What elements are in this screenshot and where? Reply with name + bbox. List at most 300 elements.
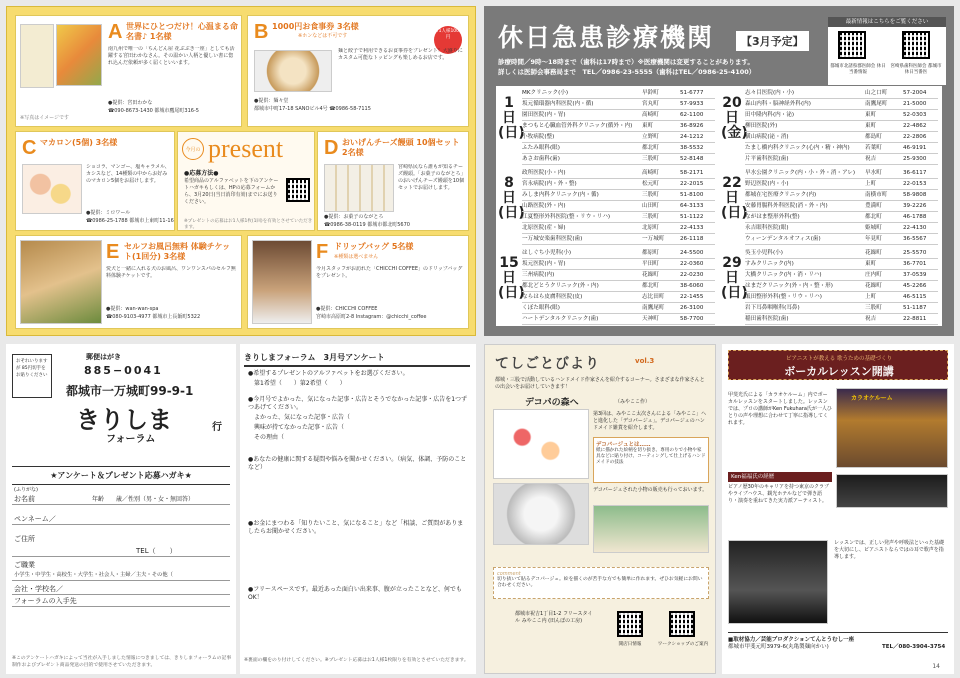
clinic-phone: 24-1212 xyxy=(680,134,704,140)
clinic-qr-2[interactable] xyxy=(902,31,930,59)
clinic-row xyxy=(522,190,715,201)
clinic-name: 小牧病院(整) xyxy=(522,134,555,140)
name-label: お名前 xyxy=(14,495,35,503)
clinic-name: 宮永病院(内・外・整) xyxy=(522,181,577,187)
clinic-row xyxy=(745,234,938,245)
how-to-apply-box xyxy=(177,131,315,231)
clinic-row xyxy=(522,88,715,99)
clinic-area: 早鈴町 xyxy=(642,90,659,96)
clinic-area: 三股町 xyxy=(642,192,659,198)
qr-caption: 最新情報はこちらをご覧ください xyxy=(828,17,946,27)
qr-label-2: 宮崎県歯科医師会 都城市 休日当番医 xyxy=(890,64,942,75)
clinic-name: 野辺医院(内・小) xyxy=(745,181,789,187)
clinic-phone: 36-6117 xyxy=(903,170,927,176)
present-panel xyxy=(6,6,476,336)
comment-box xyxy=(493,567,709,599)
clinic-contact: 詳しくは医師会事務局まで TEL／0986-23-5555（歯科はTEL／0986-25-4100） xyxy=(498,68,756,76)
clinic-row xyxy=(522,132,715,143)
postcard-panel xyxy=(6,344,236,674)
address-line[interactable] xyxy=(12,556,230,557)
clinic-phone: 22-1455 xyxy=(680,294,704,300)
clinic-name: 都城在宅医療クリニック(内) xyxy=(745,192,817,198)
clinic-name: 片平歯科医院(歯) xyxy=(745,156,789,162)
q5: ●フリースペースです。最近あった面白い出来事、腹が立ったことなど、何でもOK！ xyxy=(248,586,462,601)
clinic-phone: 58-9808 xyxy=(903,192,927,198)
clinic-table xyxy=(496,86,942,326)
prize-letter: D xyxy=(324,137,339,159)
source-label: フォーラムの入手先 xyxy=(14,597,77,605)
furigana-label: (ふりがな) xyxy=(14,487,38,493)
clinic-area: 山之口町 xyxy=(865,90,888,96)
clinic-area: 志比田町 xyxy=(642,294,665,300)
clinic-name: 坂元循環器内科医院(内・循) xyxy=(522,101,594,107)
clinic-name: 柳田医院(外) xyxy=(745,123,778,129)
clinic-row xyxy=(522,303,715,314)
clinic-area: 南横市町 xyxy=(865,192,888,198)
teshigoto-qr-1[interactable] xyxy=(617,611,643,637)
decoupage-box xyxy=(593,437,709,483)
stamp-box: おそれいりますが 85円切手を お貼りください xyxy=(12,354,52,398)
tel-label: TEL（ ） xyxy=(136,547,177,555)
clinic-area: 豊満町 xyxy=(865,203,882,209)
clinic-phone: 22-4862 xyxy=(903,123,927,129)
clinic-row xyxy=(522,110,715,121)
clinic-row xyxy=(745,121,938,132)
clinic-name: 坂元医院(内・胃) xyxy=(522,261,566,267)
clinic-phone: 22-8811 xyxy=(903,316,927,322)
clinic-name: くぼた眼科(眼) xyxy=(522,305,560,311)
clinic-phone: 51-8100 xyxy=(680,192,704,198)
clinic-name: はしぐち小児科(小) xyxy=(522,250,572,256)
prize-letter: C xyxy=(22,137,37,159)
clinic-row xyxy=(522,270,715,281)
present-heading-big: present xyxy=(208,134,284,163)
clinic-name: 政所医院(小・内) xyxy=(522,170,566,176)
clinic-area: 都島町 xyxy=(865,134,882,140)
clinic-phone: 21-5000 xyxy=(903,101,927,107)
teshigoto-qr-2[interactable] xyxy=(669,611,695,637)
vocal-credit: ■取材協力／芸能プロダクションてんとうむし一座 xyxy=(728,632,948,643)
prize-letter: F xyxy=(316,241,329,263)
job-line[interactable] xyxy=(12,580,230,581)
teshigoto-panel xyxy=(484,344,716,674)
price-badge: お1人様1000円 xyxy=(434,26,462,54)
clinic-area: 祝吉 xyxy=(865,156,877,162)
penname-line[interactable] xyxy=(12,524,230,525)
clinic-name: 北原医院(産・婦) xyxy=(522,225,566,231)
prize-contact: ☎080-9103-4977 都城市上長飯町5322 xyxy=(106,314,201,320)
how-note: ※プレゼントの応募はお1人様1枚(1回)を有効とさせていただきます。 xyxy=(184,219,313,230)
clinic-day-label: 15日(日) xyxy=(498,255,525,301)
vocal-address: 都城市甲斐元町3979-6(丸亀製麺向かい) xyxy=(728,644,829,650)
clinic-title: 休日急患診療機関 xyxy=(498,24,715,52)
clinic-area: 姫城町 xyxy=(865,225,882,231)
name-line[interactable] xyxy=(12,504,230,505)
clinic-name: 森山内科・脳神経外科(内) xyxy=(745,101,811,107)
how-title: ●応募方法● xyxy=(184,170,219,177)
teshigoto-vol: vol.3 xyxy=(635,357,655,365)
prize-e-image xyxy=(20,240,102,324)
teshigoto-body-1: 第3回は、みやここ太次さんによる「みやここ」へと進化した「デコパージュ」。デコパージュのハンドメイド雑貨を紹介します。 xyxy=(593,411,707,431)
q3: ●あなたの健康に関する疑問や悩みを聞かせください。（病気、体調、予防のことなど） xyxy=(248,456,467,471)
clinic-name: すみクリニック(内) xyxy=(745,261,794,267)
prize-b-image xyxy=(254,50,332,92)
company-line[interactable] xyxy=(12,594,230,595)
prize-provider: ●提供：宮田わかな xyxy=(108,100,153,106)
box-text: 紙に描かれた絵柄を切り抜き、専用のりで小物や家具などに貼り付け、コーティングして仕上げるハンドメイドの技法 xyxy=(596,448,706,465)
recipient-address: 都城市一万城町99-9-1 xyxy=(66,384,194,398)
clinic-phone: 22-4130 xyxy=(903,225,927,231)
clinic-phone: 58-2171 xyxy=(680,170,704,176)
q2-bad[interactable]: 興味が持てなかった記事・広告（ xyxy=(254,424,345,431)
clinic-row xyxy=(522,168,715,179)
qr-label-b: ワークショップのご案内 xyxy=(657,642,709,647)
clinic-phone: 37-0539 xyxy=(903,272,927,278)
clinic-phone: 22-2015 xyxy=(680,181,704,187)
clinic-area: 都原町 xyxy=(642,250,659,256)
clinic-name: 三州病院(内) xyxy=(522,272,555,278)
clinic-area: 花繰町 xyxy=(642,272,659,278)
prize-contact: ☎090-8673-1430 都城市鷹尾町316-5 xyxy=(108,108,199,114)
clinic-row xyxy=(522,292,715,303)
clinic-phone: 46-1788 xyxy=(903,214,927,220)
teshigoto-body-2: デコパージュされた小物の販売も行っておいます。 xyxy=(593,487,708,493)
q2: ●今月号でよかった、気になった記事・広告とそうでなかった記事・広告を1つずつあげてください。 xyxy=(248,396,468,411)
vocal-lesson-panel xyxy=(722,344,954,674)
clinic-area: 松元町 xyxy=(642,181,659,187)
prize-letter: B xyxy=(254,21,269,43)
teshigoto-title: てしごとびより xyxy=(495,356,600,372)
clinic-day-label: 8日(日) xyxy=(498,175,525,221)
clinic-row xyxy=(745,259,938,270)
clinic-row xyxy=(745,88,938,99)
vocal-kicker: ピアニストが教える 歌うための基礎づくり xyxy=(786,356,892,362)
postcard-label: 郵便はがき xyxy=(86,353,121,361)
clinic-phone: 25-5570 xyxy=(903,250,927,256)
clinic-area: 山田町 xyxy=(642,203,659,209)
clinic-phone: 57-9933 xyxy=(680,101,704,107)
vocal-banner xyxy=(728,350,948,380)
penname-label: ペンネーム／ xyxy=(14,515,56,523)
clinic-name: ウィーンデンタルオフィス(歯) xyxy=(745,236,821,242)
clinic-name: 一万城安楽歯科医院(歯) xyxy=(522,236,583,242)
clinic-area: 東町 xyxy=(865,261,877,267)
clinic-row xyxy=(745,179,938,190)
clinic-month-badge: 【3月予定】 xyxy=(736,31,809,51)
clinic-qr-1[interactable] xyxy=(838,31,866,59)
clinic-row xyxy=(522,99,715,110)
prize-sub: ※種類は選べません xyxy=(334,254,379,260)
company-label: 会社・学校名／ xyxy=(14,585,63,593)
clinic-name: 横山病院(泌・消) xyxy=(745,134,789,140)
apply-qr-code[interactable] xyxy=(286,178,310,202)
clinic-name: 江夏整形外科医院(整・リウ・リハ) xyxy=(522,214,611,220)
vocal-image-3 xyxy=(728,540,828,624)
clinic-phone: 64-3133 xyxy=(680,203,704,209)
clinic-row xyxy=(522,143,715,154)
clinic-name: 安藤胃腸科外科医院(消・外・内) xyxy=(745,203,828,209)
zip-code: 885−0041 xyxy=(84,364,163,377)
clinic-area: 都北町 xyxy=(642,283,659,289)
qr-label-1: 都城市北諸県郡医師会 休日当番情報 xyxy=(830,64,886,75)
job-label: ご職業 xyxy=(14,561,35,569)
prize-desc: 今月スタッフがお訪れた「CHICCHI COFFEE」のドリップバッグをプレゼント。 xyxy=(316,266,463,279)
prize-provider: ●提供：ミロワール xyxy=(86,210,131,216)
clinic-row xyxy=(745,212,938,223)
clinic-qr-panel xyxy=(828,17,946,85)
clinic-phone: 22-4133 xyxy=(680,225,704,231)
prize-title: 世界にひとつだけ！心温まる命名書♪ 1名様 xyxy=(126,22,238,41)
vocal-tel: TEL／080-3904-3754 xyxy=(882,644,946,650)
clinic-day-label: 29日(日) xyxy=(721,255,748,301)
clinic-phone: 51-1187 xyxy=(903,305,927,311)
prize-card-a xyxy=(15,15,242,127)
prize-a-image-1 xyxy=(20,24,54,88)
teshigoto-intro: 都城・三股で活動しているハンドメイド作家さんを紹介するコーナー。さまざまな作家さんとの出会いをお届けしていきます！ xyxy=(495,377,705,390)
clinic-row xyxy=(745,110,938,121)
source-line[interactable] xyxy=(12,606,230,607)
clinic-phone: 51-6777 xyxy=(680,90,704,96)
prize-desc: 南九州で唯一の「ちんどん屋 花ぶぶき一座」としても活躍する宮田わかなさん。その温かい人柄と優しい書に惚れ込んだ依頼が多く届くといいます。 xyxy=(108,46,235,66)
clinic-area: 東町 xyxy=(642,123,654,129)
clinic-phone: 38-6060 xyxy=(680,283,704,289)
postcard-form-title: ★アンケート＆プレゼント応募ハガキ★ xyxy=(12,466,230,485)
clinic-phone: 26-1118 xyxy=(680,236,704,242)
clinic-row xyxy=(745,168,938,179)
teshigoto-image-2 xyxy=(493,483,589,545)
clinic-name: ながはま整形外科(整) xyxy=(745,214,800,220)
clinic-area: 北原町 xyxy=(642,225,659,231)
clinic-phone: 39-2226 xyxy=(903,203,927,209)
clinic-day-label: 1日(日) xyxy=(498,95,525,141)
clinic-area: 庄内町 xyxy=(865,272,882,278)
clinic-row xyxy=(745,248,938,259)
clinic-phone: 57-2004 xyxy=(903,90,927,96)
q1: ●希望するプレゼントのアルファベットをお選びください。 xyxy=(248,370,409,377)
clinic-area: 一万城町 xyxy=(642,236,665,242)
present-heading: 今月の xyxy=(182,138,204,160)
clinic-row xyxy=(522,281,715,292)
how-text: 希望商品のアルファベットを下のアンケートハガキもしくは、HPの応募フォームから、3月20日(当日消印有効)までにお送りください。 xyxy=(184,178,279,205)
clinic-row xyxy=(522,234,715,245)
clinic-row xyxy=(522,201,715,212)
clinic-phone: 22-0230 xyxy=(680,272,704,278)
clinic-area: 三股町 xyxy=(865,305,882,311)
prize-contact: ☎0986-38-0119 都城市都北町5670 xyxy=(324,222,410,228)
clinic-area: 早水町 xyxy=(865,170,882,176)
qr-label-a: 開店日情報 xyxy=(618,642,642,647)
clinic-phone: 58-7700 xyxy=(680,316,704,322)
clinic-phone: 36-7701 xyxy=(903,261,927,267)
clinic-phone: 51-1122 xyxy=(680,214,704,220)
clinic-phone: 25-9300 xyxy=(903,156,927,162)
clinic-row xyxy=(522,179,715,190)
prize-a-image-2 xyxy=(56,24,102,86)
clinic-name: MKクリニック(小) xyxy=(522,90,569,96)
clinic-name: 稲田歯科医院(歯) xyxy=(745,316,789,322)
job-options: 小学生・中学生・高校生・大学生・社会人・主婦／主夫・その他（ xyxy=(14,572,173,578)
vocal-image-2 xyxy=(836,474,948,508)
vocal-title: ボーカルレッスン開講 xyxy=(784,365,894,378)
clinic-area: 都北町 xyxy=(642,145,659,151)
box-title: デコパージュとは…… xyxy=(596,442,651,448)
prize-provider: ●提供：麺々堂 xyxy=(254,98,289,104)
clinic-name: はまだクリニック(外・内・整・形) xyxy=(745,283,833,289)
clinic-name: みしま内科クリニック(内・循) xyxy=(522,192,599,198)
teshigoto-address: 都城市祝吉1丁目1-2 フリースタイル みやここ内 (田んぼの工房) xyxy=(515,611,593,624)
clinic-row xyxy=(522,121,715,132)
page-number: 14 xyxy=(932,663,940,670)
forum-logo: フォーラム xyxy=(106,434,156,445)
teshigoto-image-1 xyxy=(493,409,589,479)
prize-desc: 宮崎県民なら誰もが知るチーズ饅頭。「お菓子のながとろ」のおいげんチーズ饅頭を10個セットでお届けします。 xyxy=(398,164,466,191)
prize-c-image xyxy=(22,164,82,214)
vocal-lead: 甲斐光氏による「カラオケルーム」内でボーカルレッスンをスタートしました。レッスンでは、プロの講師がKen Fukuhara氏が一人ひとりの声や理想に合わせて丁寧に指導してくれます。 xyxy=(728,392,832,426)
clinic-phone: 62-1100 xyxy=(680,112,704,118)
shop-name: デコパの森へ xyxy=(525,398,579,408)
clinic-area: 年見町 xyxy=(865,236,882,242)
clinic-area: 南鷹尾町 xyxy=(865,101,888,107)
clinic-phone: 36-8926 xyxy=(680,123,704,129)
prize-desc: 愛犬と一緒に入れる犬のお風呂、ワンワンスパのセルフ無料体験チケットです。 xyxy=(106,266,236,279)
clinic-area: 高崎町 xyxy=(642,170,659,176)
prize-card-f xyxy=(247,235,469,329)
clinic-row xyxy=(745,154,938,165)
comment-text: 切り抜いて貼るデコパージュ。絵を描くのが苦手な方でも簡単に作れます。ぜひお気軽にお問い合わせください。 xyxy=(497,577,703,588)
prize-f-image xyxy=(252,240,312,324)
holiday-clinic-panel xyxy=(484,6,954,336)
clinic-row xyxy=(745,190,938,201)
prize-desc: ショコラ、マンゴー、塩キャラメル、カシスなど、14種類の中からお好みのマカロン5個をお届けします。 xyxy=(86,164,170,184)
prize-contact: 宮崎市高原町2-8 Instagram：@chicchi_coffee xyxy=(316,314,427,320)
clinic-row xyxy=(745,281,938,292)
clinic-area: 宮丸町 xyxy=(642,101,659,107)
survey-footer: ※裏面の欄をのり付けしてください。※プレゼント応募はお1人様1枚限りを有効とさせていただきます。 xyxy=(244,658,469,663)
clinic-phone: 36-5567 xyxy=(903,236,927,242)
clinic-name: 田中隆内科(内・泌) xyxy=(745,112,795,118)
clinic-area: 三股町 xyxy=(642,214,659,220)
clinic-row xyxy=(745,270,938,281)
prize-letter: A xyxy=(108,21,123,43)
clinic-phone: 24-5500 xyxy=(680,250,704,256)
vocal-image-1 xyxy=(836,388,948,468)
clinic-phone: 22-2806 xyxy=(903,134,927,140)
prize-letter: E xyxy=(106,241,120,263)
clinic-name: 大橋クリニック(内・消・リハ) xyxy=(745,272,822,278)
clinic-row xyxy=(745,132,938,143)
prize-contact: 都城市中町17-18 SANOビル4号 ☎0986-58-7115 xyxy=(254,106,371,112)
clinic-row xyxy=(745,292,938,303)
clinic-area: 東町 xyxy=(865,112,877,118)
prize-card-c xyxy=(15,131,175,231)
prize-contact: ☎0986-25-1788 都城市上東町11-16 xyxy=(86,218,174,224)
clinic-phone: 38-5532 xyxy=(680,145,704,151)
clinic-day-label: 22日(日) xyxy=(721,175,748,221)
prize-card-b xyxy=(247,15,469,127)
clinic-name: 早水公園クリニック(内・小・外・消・アレ) xyxy=(745,170,856,176)
clinic-row xyxy=(745,201,938,212)
q1-answer[interactable]: 第1希望（ ）第2希望（ ） xyxy=(254,380,346,387)
prize-card-e xyxy=(15,235,242,329)
clinic-row xyxy=(522,314,715,325)
ken-text: ピアノ歴30年のキャリアを持つ東京のクラブやライブハウス、観光ホテルなどで弾き語り・演奏を重ねてきた実力派アーティスト。 xyxy=(728,484,829,504)
clinic-day-label: 20日(金) xyxy=(721,95,748,141)
prize-title: 1000円お食事券 3名様 xyxy=(272,22,359,31)
comment-label: comment xyxy=(497,571,521,577)
clinic-name: 園田医院(内・胃) xyxy=(522,112,566,118)
clinic-area: 立野町 xyxy=(642,134,659,140)
clinic-name: 吳玉小児科(小) xyxy=(745,250,783,256)
clinic-name: まつもと心臓血管外科クリニック(循外・内) xyxy=(522,123,633,129)
clinic-area: 東町 xyxy=(865,123,877,129)
clinic-name: 都北どとうクリニック(外・内) xyxy=(522,283,599,289)
vocal-body: レッスンでは、正しい発声や呼吸法といった基礎を大切にし、ピアニストならではの耳で歌声を指導します。 xyxy=(834,540,944,560)
clinic-name: たまし橋内科クリニック(心内・精・神内) xyxy=(745,145,850,151)
q4: ●お金にまつわる「知りたいこと、気になること」など「相談、ご質問がありましたらお聞かせください。 xyxy=(248,520,464,535)
recipient-suffix: 行 xyxy=(212,422,222,433)
clinic-area: 南鷹尾町 xyxy=(642,305,665,311)
clinic-name: 山路医院(外・内) xyxy=(522,203,566,209)
clinic-area: 高崎町 xyxy=(642,112,659,118)
clinic-name: あさお歯科(歯) xyxy=(522,156,560,162)
clinic-row xyxy=(522,259,715,270)
clinic-row xyxy=(745,314,938,325)
q2-good[interactable]: よかった、気になった記事・広告（ xyxy=(254,414,351,421)
clinic-name: ふたみ眼科(眼) xyxy=(522,145,560,151)
prize-provider: ●提供：CHICCHI COFFEE xyxy=(316,306,378,312)
prize-card-d xyxy=(317,131,469,231)
clinic-row xyxy=(522,223,715,234)
clinic-area: 花繰町 xyxy=(865,283,882,289)
clinic-phone: 52-8148 xyxy=(680,156,704,162)
kirishima-logo: きりしま xyxy=(76,408,172,434)
clinic-phone: 46-9191 xyxy=(903,145,927,151)
clinic-area: 花繰町 xyxy=(865,250,882,256)
survey-panel xyxy=(240,344,476,674)
prize-desc: 麺と餃子で利用できるお食事券をプレゼント！大盛りにカスタム可能なトッピングも楽しめるお店です。 xyxy=(338,48,463,61)
clinic-name: 志々目医院(内・小) xyxy=(745,90,795,96)
ken-title: Ken福福氏の経歴 xyxy=(728,472,832,482)
clinic-hours: 診療時間／9時〜18時まで（歯科は17時まで）※医療機関は変更することがあります。 xyxy=(498,58,754,66)
clinic-area: 上町 xyxy=(865,181,877,187)
prize-title: ドリップバッグ 5名様 xyxy=(334,242,414,251)
clinic-area: 祝吉 xyxy=(865,316,877,322)
shop-kana: （みやここ作） xyxy=(615,399,651,405)
clinic-row xyxy=(522,248,715,259)
q2-reason[interactable]: その理由（ xyxy=(254,434,285,441)
karaoke-sign: カラオケルーム xyxy=(851,395,893,402)
clinic-area: 都北町 xyxy=(865,214,882,220)
clinic-row xyxy=(745,223,938,234)
clinic-row xyxy=(522,154,715,165)
clinic-area: 若葉町 xyxy=(865,145,882,151)
prize-provider: ●提供：お菓子のながとろ xyxy=(324,214,384,220)
clinic-row xyxy=(745,143,938,154)
age-gender-label: 年齢 歳／性別（男・女・無回答） xyxy=(92,496,195,503)
clinic-name: 飯田整形外科(整・リウ・リハ) xyxy=(745,294,822,300)
prize-title: セルフお風呂無料 体験チケット(1回分) 3名様 xyxy=(124,242,231,261)
clinic-phone: 46-5115 xyxy=(903,294,927,300)
clinic-phone: 22-0153 xyxy=(903,181,927,187)
prize-title: おいげんチーズ饅頭 10個セット 2名様 xyxy=(342,138,460,157)
clinic-name: 岩下耳鼻咽喉科(耳鼻) xyxy=(745,305,800,311)
clinic-row xyxy=(522,212,715,223)
clinic-area: 三股町 xyxy=(642,156,659,162)
clinic-row xyxy=(745,99,938,110)
clinic-area: 上町 xyxy=(865,294,877,300)
clinic-phone: 26-3100 xyxy=(680,305,704,311)
clinic-phone: 52-0303 xyxy=(903,112,927,118)
